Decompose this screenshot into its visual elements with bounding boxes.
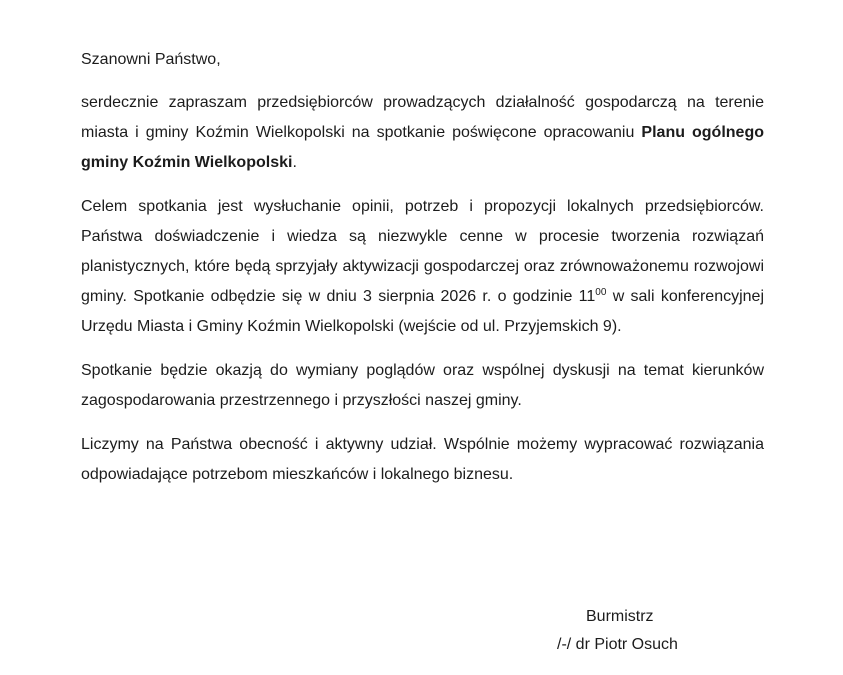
plan-name-bold: Planu ogólnego gminy Koźmin Wielkopolski [81, 124, 764, 171]
paragraph-purpose-text: Celem spotkania jest wysłuchanie opinii, potrzeb i propozycji lokalnych przedsiębiorców. Państwa doświadczenie i wiedza są niezwykle cenne w procesie tworzenia rozwiązań planistycznych, które będą sprzyjały aktywizacji gospodarczej oraz zrównoważonemu rozwojowi gminy. Spotkanie odbędzie się w dniu 3 sierpnia 2026 r. o godzinie 11 [81, 198, 764, 305]
signature-title: Burmistrz [586, 608, 654, 625]
paragraph-invitation-text: serdecznie zapraszam przedsiębiorców prowadzących działalność gospodarczą na terenie miasta i gminy Koźmin Wielkopolski na spotkanie poświęcone opracowaniu [81, 94, 764, 141]
letter-body [81, 48, 764, 504]
paragraph-invitation-end: . [292, 154, 297, 171]
paragraph-purpose [81, 192, 764, 342]
letter-greeting: Szanowni Państwo, [81, 51, 221, 68]
paragraph-invitation [81, 88, 764, 178]
signature-name: /-/ dr Piotr Osuch [557, 636, 678, 653]
paragraph-discussion: Spotkanie będzie okazją do wymiany poglądów oraz wspólnej dyskusji na temat kierunków zagospodarowania przestrzennego i przyszłości naszej gminy. [81, 362, 764, 409]
time-minutes-superscript: 00 [595, 287, 607, 298]
paragraph-closing: Liczymy na Państwa obecność i aktywny udział. Wspólnie możemy wypracować rozwiązania odpowiadające potrzebom mieszkańców i lokalnego biznesu. [81, 436, 764, 483]
paragraph-purpose-tail: w sali konferencyjnej Urzędu Miasta i Gminy Koźmin Wielkopolski (wejście od ul. Przyjemskich 9). [81, 288, 765, 335]
